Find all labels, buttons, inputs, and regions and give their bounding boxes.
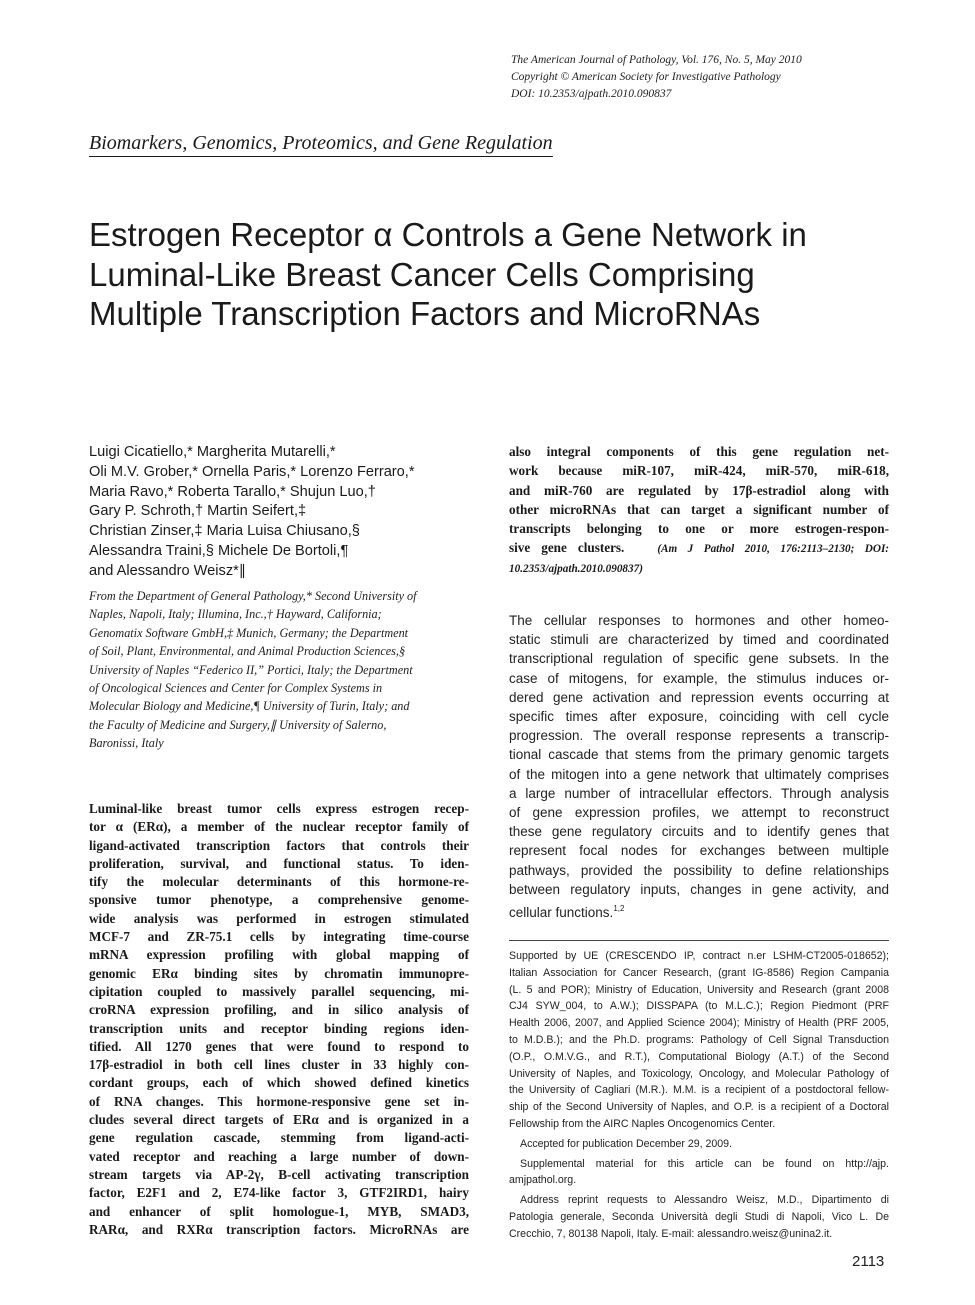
footnote-line: ship of the Second University of Naples, and O.P. is a recipient of a Doctoral (509, 1101, 889, 1114)
abstract-citation-doi: 10.2353/ajpath.2010.090837) (509, 562, 643, 575)
affiliation-line: Baronissi, Italy (89, 736, 164, 751)
footnote-line: Supplemental material for this article can be found on http://ajp. (520, 1157, 889, 1170)
body-line: tional cascade that stems from the primary genomic targets (509, 747, 889, 763)
abstract-right-column (509, 442, 889, 579)
author-line: Maria Ravo,* Roberta Tarallo,* Shujun Luo,† (89, 483, 376, 500)
body-line: transcriptional regulation of specific gene subsets. In the (509, 651, 889, 667)
body-line: pathways, provided the possibility to define relationships (509, 862, 889, 878)
affiliation-line: of Soil, Plant, Environmental, and Animal Production Sciences,§ (89, 644, 406, 659)
abstract-line: gene regulation cascade, stemming from ligand-acti- (89, 1130, 469, 1146)
article-title (89, 215, 889, 334)
body-line: specific times after exposure, coinciding with cell cycle (509, 709, 889, 725)
abstract-line: ligand-activated transcription factors that controls their (89, 837, 469, 853)
author-line: Alessandra Traini,§ Michele De Bortoli,¶ (89, 542, 349, 559)
affiliation-line: Naples, Napoli, Italy; Illumina, Inc.,† Hayward, California; (89, 607, 382, 622)
footnote-line: (O.P., O.M.V.G., and R.T.), Computational Biology (A.T.) of the Second (509, 1050, 889, 1063)
author-line: Luigi Cicatiello,* Margherita Mutarelli,* (89, 444, 336, 460)
title-line: Luminal-Like Breast Cancer Cells Comprising (89, 255, 755, 293)
footnotes (509, 948, 889, 1246)
abstract-line: tify the molecular determinants of this hormone-re- (89, 874, 469, 890)
abstract-line: factor, E2F1 and 2, E74-like factor 3, GTF2IRD1, hairy (89, 1185, 469, 1201)
reference-superscript: 1,2 (613, 904, 625, 914)
abstract-line: RARα, and RXRα transcription factors. MicroRNAs are (89, 1221, 469, 1237)
body-line (509, 899, 889, 922)
footnote-line: University of Naples, and Toxicology, Oncology, and Molecular Pathology of (509, 1067, 889, 1080)
footnote-line: Address reprint requests to Alessandro Weisz, M.D., Dipartimento di (520, 1194, 889, 1207)
author-line: Oli M.V. Grober,* Ornella Paris,* Lorenzo Ferraro,* (89, 463, 415, 480)
affiliation-line: Genomatix Software GmbH,‡ Munich, Germany; the Department (89, 625, 409, 640)
section-heading: Biomarkers, Genomics, Proteomics, and Gene Regulation (89, 132, 553, 157)
footnote-line: Crecchio, 7, 80138 Napoli, Italy. E-mail: alessandro.weisz@unina2.it. (509, 1227, 833, 1240)
author-line: Christian Zinser,‡ Maria Luisa Chiusano,§ (89, 523, 360, 540)
journal-citation: The American Journal of Pathology, Vol. 176, No. 5, May 2010 (511, 54, 802, 66)
journal-copyright: Copyright © American Society for Investigative Pathology (511, 71, 781, 83)
footnote-line: Patologia generale, Seconda Università degli Studi di Napoli, Vico L. De (509, 1210, 889, 1223)
abstract-line: cludes several direct targets of ERα and is organized in a (89, 1112, 469, 1128)
affiliation-line: University of Naples “Federico II,” Portici, Italy; the Department (89, 662, 413, 677)
journal-doi: DOI: 10.2353/ajpath.2010.090837 (511, 88, 672, 100)
body-line: these gene regulatory circuits and to identify genes that (509, 824, 889, 840)
funding-footnote (509, 948, 889, 1133)
abstract-line: transcripts belonging to one or more estrogen-respon- (509, 521, 889, 537)
abstract-line: croRNA expression profiling, and in silico analysis of (89, 1002, 469, 1018)
supplemental-footnote (509, 1156, 889, 1190)
author-line: and Alessandro Weisz*∥ (89, 562, 247, 579)
abstract-line: of RNA changes. This hormone-responsive gene set in- (89, 1093, 469, 1109)
footnote-line: CJ4 SYW_004, to A.W.); DISSPAPA (to M.L.C.); Region Piedmont (PRF (509, 1000, 889, 1013)
abstract-line: tor α (ERα), a member of the nuclear receptor family of (89, 819, 469, 835)
page-number: 2113 (852, 1253, 885, 1270)
footnote-line: Health 2006, 2007, and Applied Science 2004); Ministry of Health (PRF 2005, (509, 1017, 889, 1030)
body-line: dered gene activation and repression events occurring at (509, 689, 889, 705)
journal-header (511, 52, 931, 103)
footnote-line: the University of Cagliari (M.R.). M.M. is a recipient of a postdoctoral fellow- (509, 1084, 889, 1097)
abstract-line: cordant groups, each of which showed defined kinetics (89, 1075, 469, 1091)
abstract-line: and enhancer of split homologue-1, MYB, SMAD3, (89, 1203, 469, 1219)
body-line: a large number of intracellular effectors. Through analysis (509, 785, 889, 801)
affiliations (89, 587, 474, 753)
abstract-line: proliferation, survival, and functional status. To iden- (89, 855, 469, 871)
footnote-line: Fellowship from the AIRC Naples Oncogenomics Center. (509, 1117, 776, 1130)
abstract-line: MCF-7 and ZR-75.1 cells by integrating time-course (89, 929, 469, 945)
author-line: Gary P. Schroth,† Martin Seifert,‡ (89, 503, 307, 520)
abstract-line: also integral components of this gene regulation net- (509, 444, 889, 459)
affiliation-line: of Oncological Sciences and Center for Complex Systems in (89, 681, 383, 696)
abstract-left-column (89, 800, 469, 1239)
footnote-line: amjpathol.org. (509, 1174, 577, 1187)
abstract-line: vated receptor and reaching a large number of down- (89, 1148, 469, 1164)
body-line: between regulatory inputs, changes in gene activity, and (509, 881, 889, 897)
abstract-line: stream targets via AP-2γ, B-cell activating transcription (89, 1166, 469, 1182)
abstract-line: wide analysis was performed in estrogen stimulated (89, 910, 469, 926)
body-line: The cellular responses to hormones and other homeo- (509, 613, 889, 628)
body-line: progression. The overall response represents a transcrip- (509, 728, 889, 744)
abstract-line: mRNA expression profiling with global mapping of (89, 947, 469, 963)
abstract-line: and miR-760 are regulated by 17β-estradiol along with (509, 482, 889, 498)
footnote-divider (509, 940, 889, 941)
body-line-end: cellular functions. (509, 905, 614, 921)
abstract-citation: (Am J Pathol 2010, 176:2113–2130; DOI: (657, 543, 890, 556)
affiliation-line: Molecular Biology and Medicine,¶ University of Turin, Italy; and (89, 699, 410, 714)
abstract-line: other microRNAs that can target a significant number of (509, 501, 889, 517)
body-line: of the mitogen into a gene network that ultimately comprises (509, 766, 889, 782)
abstract-line: 17β-estradiol in both cell lines cluster in 33 highly con- (89, 1057, 469, 1073)
abstract-line: transcription units and receptor binding regions iden- (89, 1020, 469, 1036)
abstract-line: Luminal-like breast tumor cells express estrogen recep- (89, 801, 469, 816)
body-line: case of mitogens, for example, the stimulus induces or- (509, 670, 889, 686)
footnote-line: (L. 5 and POR); Ministry of Education, University and Research (grant 2008 (509, 983, 889, 996)
abstract-line-end: sive gene clusters. (509, 540, 625, 556)
footnote-line: Italian Association for Cancer Research, (grant IG-8586) Region Campania (509, 966, 889, 979)
abstract-line: genomic ERα binding sites by chromatin immunopre- (89, 965, 469, 981)
abstract-line (509, 538, 889, 559)
abstract-line: sponsive tumor phenotype, a comprehensive genome- (89, 892, 469, 908)
title-line: Multiple Transcription Factors and MicroRNAs (89, 295, 761, 332)
abstract-line: tified. All 1270 genes that were found to respond to (89, 1038, 469, 1054)
accepted-date: Accepted for publication December 29, 2009. (520, 1137, 733, 1150)
footnote-line: to M.D.B.); and the Ph.D. programs: Pathology of Cell Signal Transduction (509, 1033, 889, 1046)
body-line: of gene expression profiles, we attempt to reconstruct (509, 805, 889, 821)
author-list (89, 443, 489, 582)
footnote-line: Supported by UE (CRESCENDO IP, contract n.er LSHM-CT2005-018652); (509, 950, 889, 962)
body-line: represent focal nodes for exchanges between multiple (509, 843, 889, 859)
title-line: Estrogen Receptor α Controls a Gene Network in (89, 216, 807, 253)
abstract-line: cipitation coupled to massively parallel sequencing, mi- (89, 983, 469, 999)
abstract-line: work because miR-107, miR-424, miR-570, miR-618, (509, 463, 889, 479)
affiliation-line: the Faculty of Medicine and Surgery,∥ University of Salerno, (89, 717, 387, 732)
introduction-paragraph (509, 611, 889, 922)
affiliation-line: From the Department of General Pathology,* Second University of (89, 589, 417, 603)
body-line: static stimuli are characterized by timed and coordinated (509, 632, 889, 648)
reprint-footnote (509, 1192, 889, 1242)
